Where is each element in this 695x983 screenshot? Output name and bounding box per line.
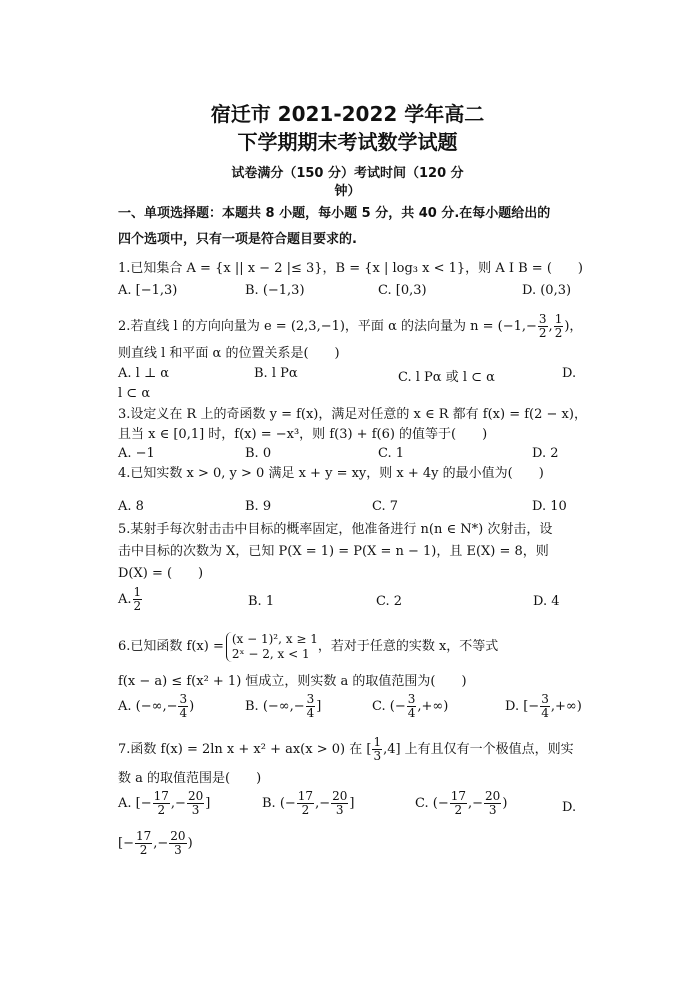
question-1-option-d: D. (0,3): [522, 283, 572, 298]
section-heading-line1: 一、单项选择题：本题共 8 小题，每小题 5 分，共 40 分.在每小题给出的: [118, 206, 551, 221]
question-7-option-b-fraction-1: $\frac{17}{2}$: [297, 789, 314, 817]
question-2-stem: 2.若直线 l 的方向向量为 e = (2,3,−1)，平面 α 的法向量为 n = (−1,− $\frac{3}{2}$ , $\frac{1}{2}$ )，: [118, 312, 583, 340]
question-7-option-a-fraction-1: $\frac{17}{2}$: [153, 789, 169, 817]
question-7-line2: 数 a 的取值范围是( ): [118, 771, 262, 786]
question-2-stem-part-a: 2.若直线 l 的方向向量为: [118, 319, 264, 334]
question-6-stem-part-a: 6.已知函数 f(x) =: [118, 639, 224, 654]
question-5-option-a: [118, 586, 143, 613]
question-7-option-b-fraction-2: $\frac{20}{3}$: [332, 789, 348, 817]
question-7-option-c-fraction-1: $\frac{17}{2}$: [450, 789, 466, 817]
question-1-option-a: A. [−1,3): [118, 283, 178, 298]
question-5-line1: 5.某射手每次射击击中目标的概率固定，他准备进行 n(n ∈ N*) 次射击，设: [118, 522, 553, 537]
question-5-option-c: C. 2: [376, 594, 403, 609]
question-6-option-c-fraction: $\frac{3}{4}$: [407, 692, 416, 720]
question-2-fraction-1: $\frac{3}{2}$: [538, 312, 547, 340]
question-3-line1: 3.设定义在 R 上的奇函数 y = f(x)，满足对任意的 x ∈ R 都有 f(x) = f(2 − x)，: [118, 407, 587, 422]
question-7-option-c-fraction-2: $\frac{20}{3}$: [485, 789, 501, 817]
question-6-stem: [118, 627, 588, 667]
question-2-option-d-text: l ⊂ α: [118, 386, 151, 401]
question-5-option-a-label: A.: [118, 592, 132, 607]
question-7-option-d: [− $\frac{17}{2}$ ,− $\frac{20}{3}$ ): [118, 829, 193, 857]
exam-info-line1: 试卷满分（150 分）考试时间（120 分: [231, 166, 464, 181]
question-4-stem: 4.已知实数 x > 0, y > 0 满足 x + y = xy，则 x + 4y 的最小值为( ): [118, 466, 544, 481]
question-7-option-a-fraction-2: $\frac{20}{3}$: [187, 789, 204, 817]
question-3-option-d: D. 2: [532, 446, 559, 461]
exam-title-line2: 下学期期末考试数学试题: [237, 130, 458, 154]
question-6-case-1: (x − 1)², x ≥ 1: [231, 631, 318, 646]
question-6-option-a-fraction: $\frac{3}{4}$: [179, 692, 188, 720]
question-5-option-a-fraction: $\frac{1}{2}$: [133, 585, 142, 613]
question-7-interval-fraction: $\frac{1}{3}$: [373, 735, 382, 763]
question-6-option-b: B. (−∞,− $\frac{3}{4}$ ]: [245, 692, 322, 720]
question-5-line3: D(X) = ( ): [118, 566, 204, 581]
question-6-option-d-fraction: $\frac{3}{4}$: [541, 692, 549, 720]
question-4-option-a: A. 8: [118, 499, 144, 514]
question-2-stem-part-c: n = (−1,−: [470, 319, 537, 334]
question-1-stem: 1.已知集合 A = {x || x − 2 |≤ 3}，B = {x | log₃ x < 1}，则 A I B = ( ): [118, 261, 583, 276]
question-5-option-b: B. 1: [248, 594, 275, 609]
question-7-stem: [118, 735, 588, 765]
question-6-case-2: 2ˣ − 2, x < 1: [231, 646, 310, 661]
question-2-option-b: B. l Pα: [254, 366, 298, 381]
question-5-line2: 击中目标的次数为 X，已知 P(X = 1) = P(X = n − 1)，且 E(X) = 8，则: [118, 544, 549, 559]
question-2-line2: 则直线 l 和平面 α 的位置关系是( ): [118, 346, 340, 361]
question-2-stem-part-b: e = (2,3,−1)，平面 α 的法向量为: [263, 319, 471, 334]
question-4-option-d: D. 10: [532, 499, 567, 514]
exam-info-line2: 钟）: [334, 184, 361, 199]
question-4-option-b: B. 9: [245, 499, 272, 514]
question-6-option-c: C. (− $\frac{3}{4}$ ,+∞): [372, 692, 449, 720]
question-7-option-b: B. (− $\frac{17}{2}$ ,− $\frac{20}{3}$ ]: [262, 789, 355, 817]
section-heading-line2: 四个选项中，只有一项是符合题目要求的.: [118, 232, 357, 247]
question-2-option-c: C. l Pα 或 l ⊂ α: [398, 370, 495, 385]
question-7-option-d-fraction-2: $\frac{20}{3}$: [170, 829, 186, 857]
question-6-option-b-fraction: $\frac{3}{4}$: [306, 692, 315, 720]
question-6-line2: f(x − a) ≤ f(x² + 1) 恒成立，则实数 a 的取值范围为( ): [118, 674, 467, 689]
question-2-stem-part-d: )，: [564, 319, 583, 334]
question-3-line2: 且当 x ∈ [0,1] 时，f(x) = −x³，则 f(3) + f(6) 的值等于( ): [118, 427, 488, 442]
question-6-option-a: A. (−∞,− $\frac{3}{4}$ ): [118, 692, 195, 720]
question-7-stem-part-b: ,4] 上有且仅有一个极值点，则实: [383, 742, 574, 757]
exam-title-line1: 宿迁市 2021-2022 学年高二: [210, 102, 485, 126]
question-6-stem-part-b: ，若对于任意的实数 x，不等式: [317, 639, 499, 654]
question-7-option-d-fraction-1: $\frac{17}{2}$: [135, 829, 152, 857]
question-7-stem-part-a: 7.函数 f(x) = 2ln x + x² + ax(x > 0) 在 [: [118, 742, 372, 757]
question-7-option-a: A. [− $\frac{17}{2}$ ,− $\frac{20}{3}$ ]: [118, 789, 211, 817]
question-6-option-d: D. [− $\frac{3}{4}$ ,+∞): [505, 692, 582, 720]
question-7-option-d-label: D.: [562, 800, 577, 815]
question-1-option-b: B. (−1,3): [245, 283, 305, 298]
question-2-fraction-2: $\frac{1}{2}$: [554, 312, 563, 340]
question-6-piecewise: [226, 632, 318, 662]
question-3-option-a: A. −1: [118, 446, 155, 461]
question-4-option-c: C. 7: [372, 499, 399, 514]
question-5-option-d: D. 4: [533, 594, 560, 609]
question-2-option-a: A. l ⊥ α: [118, 366, 170, 381]
question-3-option-c: C. 1: [378, 446, 405, 461]
question-3-option-b: B. 0: [245, 446, 272, 461]
question-2-option-d: D.: [562, 366, 577, 381]
question-7-option-c: C. (− $\frac{17}{2}$ ,− $\frac{20}{3}$ ): [415, 789, 508, 817]
question-1-option-c: C. [0,3): [378, 283, 427, 298]
